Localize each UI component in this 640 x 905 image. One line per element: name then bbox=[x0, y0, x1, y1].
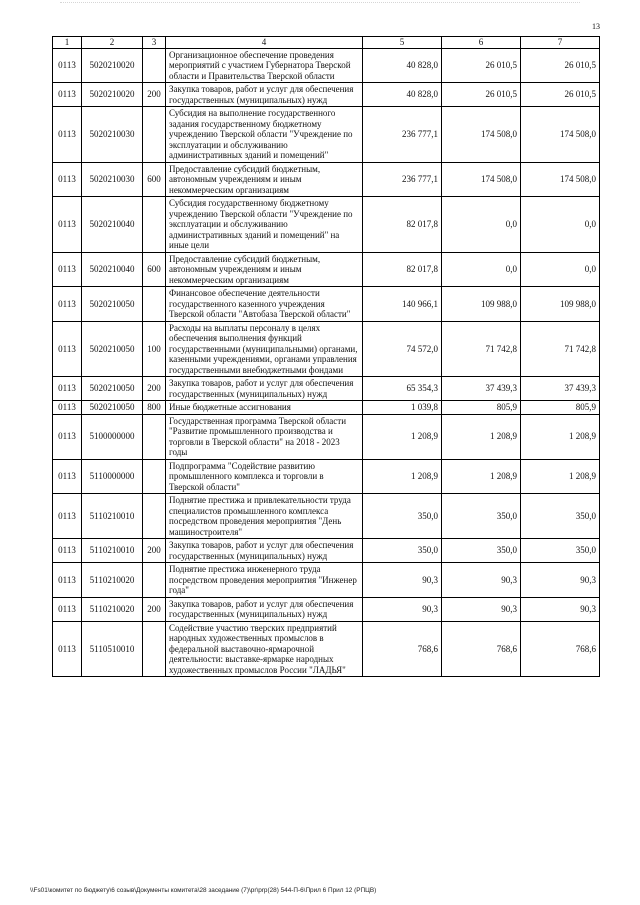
description-cell: Субсидия государственному бюджетному учреждению Тверской области "Учреждение по эксплуатации и обслуживанию административных зданий и помещений" на иные цели bbox=[166, 197, 363, 253]
table-row bbox=[53, 494, 600, 539]
expense-type-cell: 600 bbox=[143, 162, 166, 197]
budget-table bbox=[52, 36, 600, 677]
amount-year-3-cell: 350,0 bbox=[521, 539, 600, 563]
expense-type-cell: 100 bbox=[143, 321, 166, 377]
section-code-cell: 0113 bbox=[53, 197, 82, 253]
amount-year-2-cell: 174 508,0 bbox=[442, 107, 521, 163]
description-cell: Организационное обеспечение проведения мероприятий с участием Губернатора Тверской области и Правительства Тверской области bbox=[166, 48, 363, 83]
table-row bbox=[53, 597, 600, 621]
target-article-cell: 5020210040 bbox=[82, 197, 143, 253]
table-row bbox=[53, 621, 600, 677]
description-cell: Субсидия на выполнение государственного задания государственному бюджетному учреждению Тверской области "Учреждение по эксплуатации и обслуживанию административных зданий и помещений" bbox=[166, 107, 363, 163]
amount-year-3-cell: 71 742,8 bbox=[521, 321, 600, 377]
amount-year-2-cell: 174 508,0 bbox=[442, 162, 521, 197]
description-cell: Государственная программа Тверской области "Развитие промышленного производства и торговли в Тверской области" на 2018 - 2023 годы bbox=[166, 414, 363, 459]
amount-year-2-cell: 350,0 bbox=[442, 539, 521, 563]
header-row bbox=[53, 37, 600, 49]
table-row bbox=[53, 162, 600, 197]
section-code-cell: 0113 bbox=[53, 494, 82, 539]
amount-year-3-cell: 109 988,0 bbox=[521, 287, 600, 322]
table-row bbox=[53, 83, 600, 107]
table-row bbox=[53, 321, 600, 377]
section-code-cell: 0113 bbox=[53, 597, 82, 621]
expense-type-cell bbox=[143, 107, 166, 163]
target-article-cell: 5020210050 bbox=[82, 401, 143, 415]
amount-year-3-cell: 174 508,0 bbox=[521, 162, 600, 197]
description-cell: Иные бюджетные ассигнования bbox=[166, 401, 363, 415]
target-article-cell: 5020210030 bbox=[82, 107, 143, 163]
amount-year-3-cell: 768,6 bbox=[521, 621, 600, 677]
description-cell: Поднятие престижа и привлекательности труда специалистов промышленного комплекса посредством проведения мероприятия "День машиностроителя" bbox=[166, 494, 363, 539]
table-row bbox=[53, 287, 600, 322]
amount-year-1-cell: 768,6 bbox=[363, 621, 442, 677]
amount-year-2-cell: 109 988,0 bbox=[442, 287, 521, 322]
amount-year-1-cell: 40 828,0 bbox=[363, 48, 442, 83]
amount-year-1-cell: 350,0 bbox=[363, 494, 442, 539]
expense-type-cell: 200 bbox=[143, 377, 166, 401]
description-cell: Финансовое обеспечение деятельности государственного казенного учреждения Тверской области "Автобаза Тверской области" bbox=[166, 287, 363, 322]
amount-year-3-cell: 26 010,5 bbox=[521, 48, 600, 83]
expense-type-cell: 800 bbox=[143, 401, 166, 415]
section-code-cell: 0113 bbox=[53, 563, 82, 598]
target-article-cell: 5110510010 bbox=[82, 621, 143, 677]
amount-year-3-cell: 1 208,9 bbox=[521, 459, 600, 494]
amount-year-2-cell: 90,3 bbox=[442, 563, 521, 598]
amount-year-2-cell: 90,3 bbox=[442, 597, 521, 621]
target-article-cell: 5020210050 bbox=[82, 287, 143, 322]
table-row bbox=[53, 197, 600, 253]
section-code-cell: 0113 bbox=[53, 107, 82, 163]
section-code-cell: 0113 bbox=[53, 401, 82, 415]
table-row bbox=[53, 459, 600, 494]
expense-type-cell bbox=[143, 287, 166, 322]
expense-type-cell: 200 bbox=[143, 597, 166, 621]
amount-year-3-cell: 0,0 bbox=[521, 252, 600, 287]
column-header: 4 bbox=[166, 37, 363, 49]
amount-year-2-cell: 26 010,5 bbox=[442, 83, 521, 107]
amount-year-1-cell: 65 354,3 bbox=[363, 377, 442, 401]
description-cell: Подпрограмма "Содействие развитию промышленного комплекса и торговли в Тверской области" bbox=[166, 459, 363, 494]
target-article-cell: 5020210050 bbox=[82, 377, 143, 401]
column-header: 7 bbox=[521, 37, 600, 49]
column-header: 6 bbox=[442, 37, 521, 49]
amount-year-3-cell: 1 208,9 bbox=[521, 414, 600, 459]
amount-year-3-cell: 174 508,0 bbox=[521, 107, 600, 163]
amount-year-3-cell: 26 010,5 bbox=[521, 83, 600, 107]
description-cell: Содействие участию тверских предприятий народных художественных промыслов в федеральной выставочно-ярмарочной деятельности: выставке-ярмарке народных художественных промыслов России "ЛАДЬЯ" bbox=[166, 621, 363, 677]
expense-type-cell bbox=[143, 414, 166, 459]
target-article-cell: 5110210020 bbox=[82, 597, 143, 621]
target-article-cell: 5020210020 bbox=[82, 83, 143, 107]
expense-type-cell bbox=[143, 197, 166, 253]
scan-edge-marks bbox=[60, 2, 580, 9]
target-article-cell: 5110000000 bbox=[82, 459, 143, 494]
amount-year-3-cell: 805,9 bbox=[521, 401, 600, 415]
table-row bbox=[53, 539, 600, 563]
section-code-cell: 0113 bbox=[53, 48, 82, 83]
table-row bbox=[53, 414, 600, 459]
amount-year-2-cell: 768,6 bbox=[442, 621, 521, 677]
table-row bbox=[53, 563, 600, 598]
amount-year-2-cell: 350,0 bbox=[442, 494, 521, 539]
column-header: 3 bbox=[143, 37, 166, 49]
description-cell: Предоставление субсидий бюджетным, автономным учреждениям и иным некоммерческим организациям bbox=[166, 252, 363, 287]
target-article-cell: 5020210050 bbox=[82, 321, 143, 377]
amount-year-1-cell: 140 966,1 bbox=[363, 287, 442, 322]
table-row bbox=[53, 377, 600, 401]
description-cell: Закупка товаров, работ и услуг для обеспечения государственных (муниципальных) нужд bbox=[166, 377, 363, 401]
target-article-cell: 5020210030 bbox=[82, 162, 143, 197]
amount-year-2-cell: 26 010,5 bbox=[442, 48, 521, 83]
section-code-cell: 0113 bbox=[53, 539, 82, 563]
description-cell: Закупка товаров, работ и услуг для обеспечения государственных (муниципальных) нужд bbox=[166, 83, 363, 107]
description-cell: Поднятие престижа инженерного труда посредством проведения мероприятия "Инженер года" bbox=[166, 563, 363, 598]
table-row bbox=[53, 401, 600, 415]
section-code-cell: 0113 bbox=[53, 459, 82, 494]
description-cell: Предоставление субсидий бюджетным, автономным учреждениям и иным некоммерческим организациям bbox=[166, 162, 363, 197]
table-row bbox=[53, 48, 600, 83]
column-header: 2 bbox=[82, 37, 143, 49]
target-article-cell: 5110210010 bbox=[82, 539, 143, 563]
section-code-cell: 0113 bbox=[53, 83, 82, 107]
expense-type-cell bbox=[143, 621, 166, 677]
section-code-cell: 0113 bbox=[53, 252, 82, 287]
column-header: 5 bbox=[363, 37, 442, 49]
target-article-cell: 5100000000 bbox=[82, 414, 143, 459]
target-article-cell: 5110210020 bbox=[82, 563, 143, 598]
column-header: 1 bbox=[53, 37, 82, 49]
amount-year-2-cell: 71 742,8 bbox=[442, 321, 521, 377]
section-code-cell: 0113 bbox=[53, 414, 82, 459]
amount-year-1-cell: 1 039,8 bbox=[363, 401, 442, 415]
amount-year-3-cell: 90,3 bbox=[521, 597, 600, 621]
expense-type-cell bbox=[143, 459, 166, 494]
amount-year-3-cell: 350,0 bbox=[521, 494, 600, 539]
amount-year-1-cell: 90,3 bbox=[363, 563, 442, 598]
expense-type-cell bbox=[143, 563, 166, 598]
amount-year-1-cell: 350,0 bbox=[363, 539, 442, 563]
section-code-cell: 0113 bbox=[53, 321, 82, 377]
amount-year-1-cell: 236 777,1 bbox=[363, 162, 442, 197]
amount-year-3-cell: 90,3 bbox=[521, 563, 600, 598]
amount-year-1-cell: 74 572,0 bbox=[363, 321, 442, 377]
section-code-cell: 0113 bbox=[53, 621, 82, 677]
amount-year-2-cell: 1 208,9 bbox=[442, 459, 521, 494]
page-number: 13 bbox=[592, 22, 600, 31]
target-article-cell: 5020210020 bbox=[82, 48, 143, 83]
table-row bbox=[53, 252, 600, 287]
expense-type-cell bbox=[143, 48, 166, 83]
expense-type-cell: 600 bbox=[143, 252, 166, 287]
amount-year-3-cell: 37 439,3 bbox=[521, 377, 600, 401]
amount-year-2-cell: 0,0 bbox=[442, 197, 521, 253]
amount-year-2-cell: 1 208,9 bbox=[442, 414, 521, 459]
file-path-footer: \\Fs01\комитет по бюджету\6 созыв\Документы комитета\28 заседание (7)\pr\prp(28) 544-П-6\Прил 6 Прил 12 (РПЦВ) bbox=[30, 887, 377, 894]
table-row bbox=[53, 107, 600, 163]
amount-year-1-cell: 82 017,8 bbox=[363, 197, 442, 253]
description-cell: Расходы на выплаты персоналу в целях обеспечения выполнения функций государственными (муниципальными) органами, казенными учреждениями, органами управления государственными внебюджетными фондами bbox=[166, 321, 363, 377]
amount-year-2-cell: 37 439,3 bbox=[442, 377, 521, 401]
description-cell: Закупка товаров, работ и услуг для обеспечения государственных (муниципальных) нужд bbox=[166, 539, 363, 563]
amount-year-3-cell: 0,0 bbox=[521, 197, 600, 253]
expense-type-cell: 200 bbox=[143, 539, 166, 563]
section-code-cell: 0113 bbox=[53, 377, 82, 401]
expense-type-cell: 200 bbox=[143, 83, 166, 107]
section-code-cell: 0113 bbox=[53, 287, 82, 322]
target-article-cell: 5110210010 bbox=[82, 494, 143, 539]
amount-year-1-cell: 90,3 bbox=[363, 597, 442, 621]
section-code-cell: 0113 bbox=[53, 162, 82, 197]
amount-year-1-cell: 1 208,9 bbox=[363, 459, 442, 494]
amount-year-1-cell: 236 777,1 bbox=[363, 107, 442, 163]
amount-year-2-cell: 0,0 bbox=[442, 252, 521, 287]
description-cell: Закупка товаров, работ и услуг для обеспечения государственных (муниципальных) нужд bbox=[166, 597, 363, 621]
expense-type-cell bbox=[143, 494, 166, 539]
target-article-cell: 5020210040 bbox=[82, 252, 143, 287]
amount-year-1-cell: 82 017,8 bbox=[363, 252, 442, 287]
amount-year-2-cell: 805,9 bbox=[442, 401, 521, 415]
amount-year-1-cell: 40 828,0 bbox=[363, 83, 442, 107]
amount-year-1-cell: 1 208,9 bbox=[363, 414, 442, 459]
